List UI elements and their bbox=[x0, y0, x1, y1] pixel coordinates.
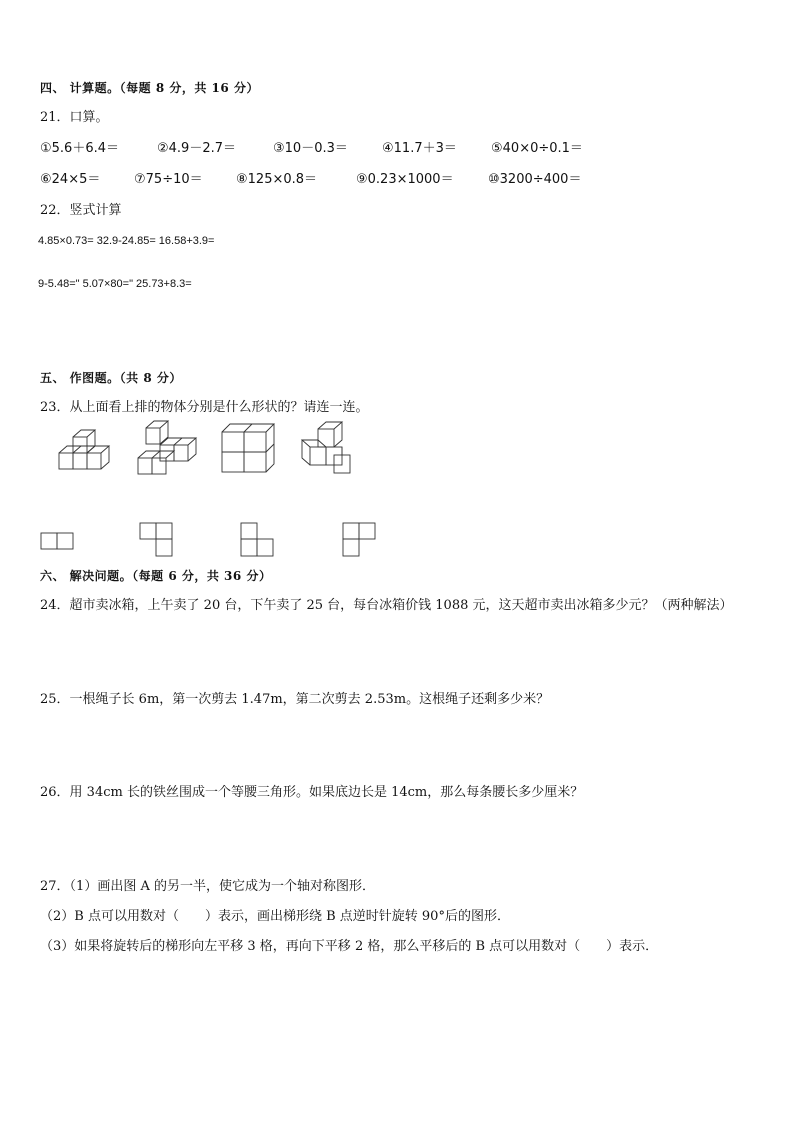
q21-item-8: ⑧125×0.8＝ bbox=[236, 172, 318, 187]
q23-text: 23．从上面看上排的物体分别是什么形状的？请连一连。 bbox=[40, 400, 369, 415]
q21-item-6: ⑥24×5＝ bbox=[40, 172, 101, 187]
q26-text: 26．用 34cm 长的铁丝围成一个等腰三角形。如果底边长是 14cm，那么每条腰长多少厘米？ bbox=[40, 785, 584, 800]
q25-text: 25．一根绳子长 6m，第一次剪去 1.47m，第二次剪去 2.53m。这根绳子还剩多少米？ bbox=[40, 692, 550, 707]
q21-item-7: ⑦75÷10＝ bbox=[134, 172, 203, 187]
top-view-4 bbox=[343, 523, 375, 556]
q21-item-2: ②4.9－2.7＝ bbox=[157, 141, 237, 156]
q27-part-3: （3）如果将旋转后的梯形向左平移 3 格，再向下平移 2 格，那么平移后的 B 点可以用数对（ ）表示． bbox=[40, 939, 659, 954]
q21-item-9: ⑨0.23×1000＝ bbox=[356, 172, 454, 187]
q27-part-1: 27．（1）画出图 A 的另一半，使它成为一个轴对称图形． bbox=[40, 879, 375, 894]
q24-text: 24．超市卖冰箱，上午卖了 20 台，下午卖了 25 台，每台冰箱价钱 1088 元，这天超市卖出冰箱多少元？（两种解法） bbox=[40, 598, 733, 613]
q21-item-4: ④11.7＋3＝ bbox=[382, 141, 457, 156]
q21-label: 21．口算。 bbox=[40, 110, 109, 125]
q22-line-1: 4.85×0.73= 32.9-24.85= 16.58+3.9= bbox=[38, 235, 215, 247]
top-view-3 bbox=[241, 523, 273, 556]
q21-item-3: ③10－0.3＝ bbox=[273, 141, 348, 156]
q27-part-2: （2）B 点可以用数对（ ）表示，画出梯形绕 B 点逆时针旋转 90°后的图形． bbox=[40, 909, 510, 924]
q22-line-2: 9-5.48=" 5.07×80=" 25.73+8.3= bbox=[38, 278, 192, 290]
section-6-title: 六、 解决问题。（每题 6 分，共 36 分） bbox=[40, 569, 272, 583]
section-4-title: 四、 计算题。（每题 8 分，共 16 分） bbox=[40, 81, 259, 95]
q21-item-10: ⑩3200÷400＝ bbox=[488, 172, 582, 187]
q21-item-5: ⑤40×0÷0.1＝ bbox=[491, 141, 583, 156]
section-5-title: 五、 作图题。（共 8 分） bbox=[40, 371, 182, 385]
top-view-1 bbox=[41, 533, 73, 549]
q21-item-1: ①5.6＋6.4＝ bbox=[40, 141, 120, 156]
q22-label: 22．竖式计算 bbox=[40, 203, 122, 218]
top-view-2 bbox=[140, 523, 172, 556]
